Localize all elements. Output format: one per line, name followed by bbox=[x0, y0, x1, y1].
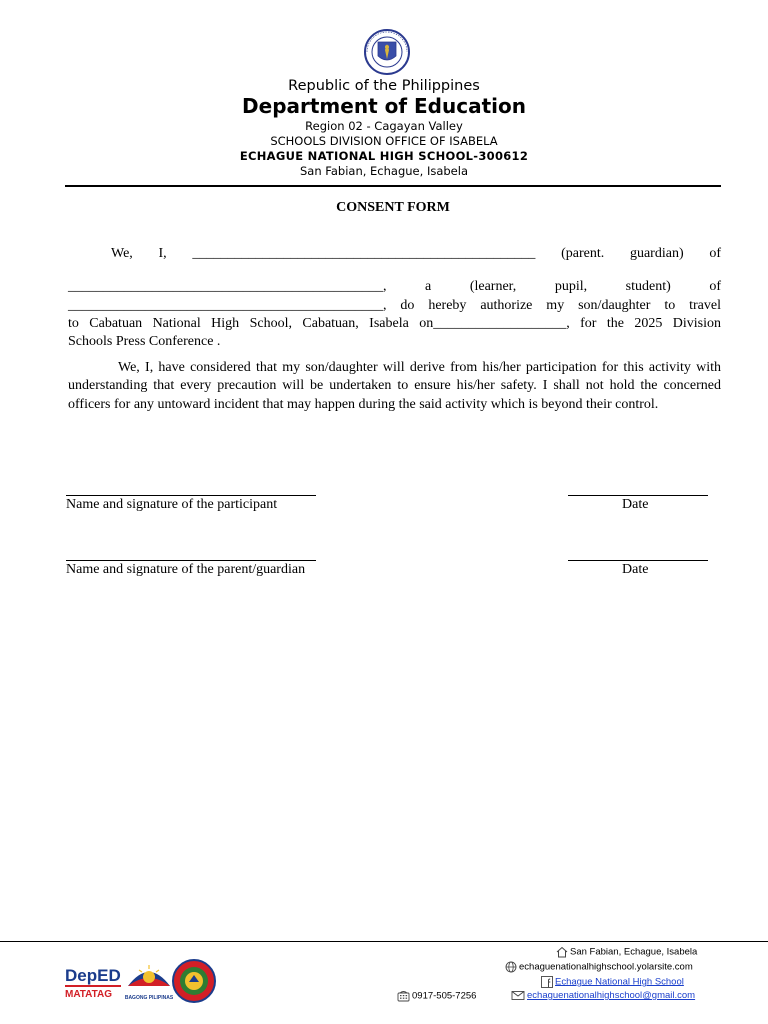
form-title: CONSENT FORM bbox=[336, 200, 450, 215]
footer-website[interactable] bbox=[505, 961, 693, 973]
consent-line-2: _____________________________________________, a (learner, pupil, student) of bbox=[68, 279, 721, 295]
guardian-date-line bbox=[568, 560, 708, 561]
header-divider bbox=[65, 185, 721, 187]
school-name: ECHAGUE NATIONAL HIGH SCHOOL-300612 bbox=[239, 149, 529, 163]
deped-seal-logo bbox=[361, 28, 413, 76]
participant-date-label: Date bbox=[622, 497, 649, 512]
department-heading: Department of Education bbox=[242, 94, 526, 118]
footer-email-link[interactable]: echaguenationalhighschool@gmail.com bbox=[527, 989, 696, 1001]
footer-email[interactable] bbox=[511, 990, 695, 1001]
deped-logo-text: DepED bbox=[65, 966, 121, 985]
globe-icon bbox=[505, 961, 517, 973]
region-text: Region 02 - Cagayan Valley bbox=[305, 119, 463, 133]
republic-heading: Republic of the Philippines bbox=[288, 78, 480, 94]
bagong-pilipinas-text: BAGONG PILIPINAS bbox=[124, 995, 174, 1001]
guardian-signature-label: Name and signature of the parent/guardian bbox=[66, 562, 306, 577]
deped-matatag-logo bbox=[64, 962, 124, 1000]
school-address: San Fabian, Echague, Isabela bbox=[300, 164, 468, 178]
consent-line-4: to Cabatuan National High School, Cabatuan, Isabela on___________________, for the 2025 Division bbox=[68, 315, 721, 331]
footer-website-text[interactable]: echaguenationalhighschool.yolarsite.com bbox=[519, 961, 693, 973]
consent-line-5: Schools Press Conference . bbox=[68, 334, 221, 350]
matatag-logo-text: MATATAG bbox=[65, 989, 113, 1000]
consent-paragraph-2: We, I, have considered that my son/daughter will derive from his/her participation for this activity with understanding that every precaution will be undertaken to ensure his/her safety. I shall not hold the concerned officers for any untoward incident that may happen during the said activity which is beyond their control. bbox=[68, 360, 721, 412]
phone-icon bbox=[397, 990, 410, 1002]
division-text: SCHOOLS DIVISION OFFICE OF ISABELA bbox=[270, 134, 498, 148]
mail-icon bbox=[511, 990, 525, 1001]
footer-divider bbox=[0, 941, 768, 942]
bagong-pilipinas-logo bbox=[124, 956, 174, 1004]
guardian-signature-line bbox=[66, 560, 316, 561]
guardian-date-label: Date bbox=[622, 562, 649, 577]
consent-line-1: We, I, _________________________________________________ (parent. guardian) of bbox=[111, 246, 721, 261]
participant-date-line bbox=[568, 495, 708, 496]
footer-phone-text: 0917-505-7256 bbox=[412, 990, 477, 1002]
footer-facebook-link[interactable]: Echague National High School bbox=[555, 976, 684, 988]
participant-signature-label: Name and signature of the participant bbox=[66, 497, 278, 512]
footer-facebook[interactable] bbox=[541, 976, 684, 988]
school-seal-logo bbox=[170, 958, 218, 1004]
consent-paragraph-1 bbox=[68, 245, 721, 351]
facebook-icon bbox=[541, 976, 553, 988]
footer-address-text: San Fabian, Echague, Isabela bbox=[570, 946, 698, 958]
consent-line-3: _____________________________________________, do hereby authorize my son/daughter to travel bbox=[68, 297, 721, 313]
participant-signature-line bbox=[66, 495, 316, 496]
home-icon bbox=[556, 946, 568, 958]
footer-phone bbox=[397, 990, 476, 1002]
footer-address bbox=[556, 946, 697, 958]
